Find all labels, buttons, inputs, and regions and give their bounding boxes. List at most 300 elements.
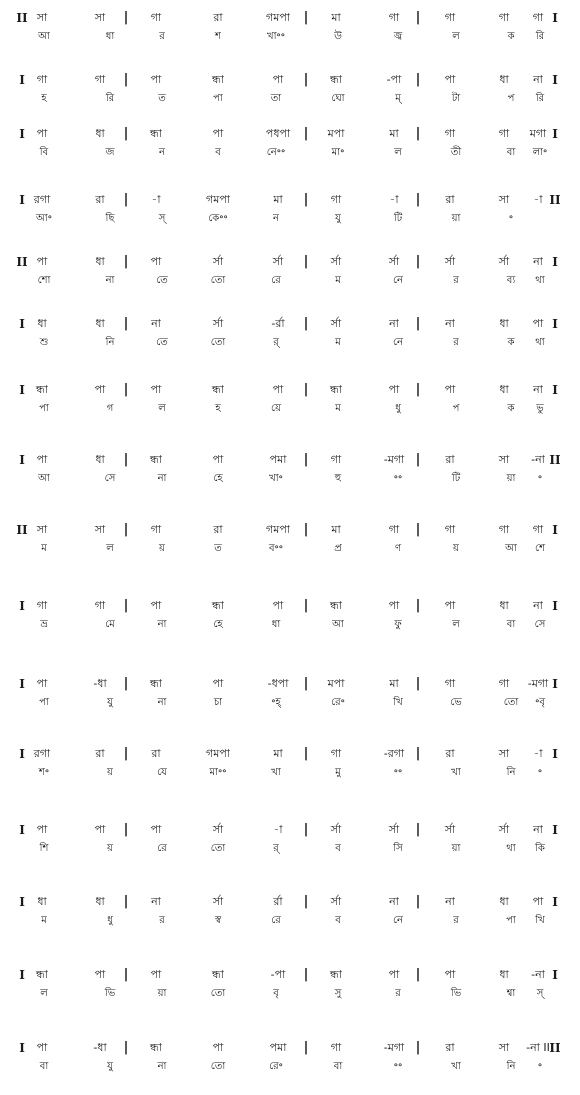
lyric-syllable: নি [105, 337, 115, 348]
section-marker: I [19, 747, 25, 761]
swara-note: মা [273, 193, 283, 206]
lyric-syllable: উ [334, 31, 342, 42]
bar-line: | [415, 10, 421, 25]
swara-note: ন্ধা [36, 383, 48, 396]
section-marker: I [552, 747, 558, 761]
lyric-line [0, 91, 580, 109]
swara-note: ধা [95, 895, 105, 908]
swara-note: -না [531, 453, 545, 466]
swara-note: মা [389, 127, 399, 140]
lyric-syllable: থা [506, 843, 516, 854]
lyric-syllable: র [453, 915, 459, 926]
bar-line: | [303, 382, 309, 397]
swara-note: গা [498, 127, 510, 140]
lyric-syllable: পা [506, 915, 516, 926]
section-marker: I [19, 677, 25, 691]
lyric-syllable: ল [158, 403, 166, 414]
lyric-syllable: ॰ [537, 1061, 543, 1072]
lyric-syllable: জ্ব [393, 31, 403, 42]
lyric-syllable: হু [334, 473, 342, 484]
lyric-syllable: যু [107, 697, 113, 708]
bar-line: | [415, 894, 421, 909]
bar-line: | [123, 254, 129, 269]
lyric-syllable: র [159, 915, 165, 926]
bar-line: | [415, 967, 421, 982]
bar-line: | [415, 126, 421, 141]
lyric-syllable: প [507, 93, 515, 104]
swara-note: পা [150, 255, 162, 268]
lyric-syllable: ম [335, 337, 341, 348]
swara-note: গা [36, 599, 48, 612]
swara-note: না [533, 823, 543, 836]
lyric-syllable: জ [105, 147, 115, 158]
lyric-syllable: নে [392, 275, 404, 286]
swara-note: -পা [270, 968, 286, 981]
section-marker: I [19, 1041, 25, 1055]
lyric-syllable: য়া [451, 843, 461, 854]
section-marker: I [552, 255, 558, 269]
swara-note: গা [94, 599, 106, 612]
lyric-syllable: তা [270, 93, 282, 104]
swara-note: র্সা [330, 895, 342, 908]
lyric-syllable: রি [535, 93, 545, 104]
lyric-syllable: নে [392, 337, 404, 348]
section-marker: I [552, 73, 558, 87]
lyric-syllable: সে [104, 473, 116, 484]
lyric-syllable: নে [392, 915, 404, 926]
lyric-line [0, 541, 580, 559]
bar-line: | [123, 1040, 129, 1055]
lyric-syllable: টা [451, 93, 461, 104]
lyric-syllable: য় [159, 543, 165, 554]
lyric-syllable: ল [40, 988, 48, 999]
lyric-syllable: খি [393, 697, 403, 708]
lyric-syllable: য় [107, 767, 113, 778]
swara-note: র্সা [444, 823, 456, 836]
section-marker: I [19, 968, 25, 982]
notation-system [0, 254, 580, 304]
swara-line [0, 746, 580, 764]
swara-note: সা [498, 453, 510, 466]
swara-note: পমা [269, 1041, 287, 1054]
lyric-line [0, 401, 580, 419]
lyric-syllable: ণ [394, 543, 402, 554]
bar-line: | [303, 316, 309, 331]
section-marker: I [19, 73, 25, 87]
swara-note: রা [213, 523, 223, 536]
swara-note: পা [212, 453, 224, 466]
section-marker: I [19, 383, 25, 397]
swara-note: পা [444, 383, 456, 396]
swara-note: গা [498, 11, 510, 24]
lyric-syllable: ত [214, 543, 222, 554]
bar-line: | [415, 822, 421, 837]
bar-line: | [303, 676, 309, 691]
section-marker: I [19, 895, 25, 909]
swara-note: না [151, 317, 161, 330]
swara-note: ন্ধা [212, 599, 224, 612]
lyric-syllable: ভ্র [40, 619, 48, 630]
lyric-syllable: য়া [157, 988, 167, 999]
bar-line: | [123, 382, 129, 397]
lyric-line [0, 986, 580, 1004]
bar-line: | [415, 382, 421, 397]
bar-line: | [123, 522, 129, 537]
swara-note: সা [94, 11, 106, 24]
swara-note: সা [498, 747, 510, 760]
swara-note: ধা [95, 453, 105, 466]
lyric-syllable: থা [535, 337, 545, 348]
lyric-line [0, 841, 580, 859]
swara-line [0, 967, 580, 985]
swara-note: গা [532, 11, 544, 24]
swara-note: গা [498, 677, 510, 690]
swara-note: র্সা [330, 823, 342, 836]
lyric-syllable: বা [506, 619, 516, 630]
swara-note: র্সা [388, 255, 400, 268]
section-marker: II [549, 1041, 561, 1055]
bar-line: | [123, 598, 129, 613]
swara-note: ধা [499, 383, 509, 396]
notation-system [0, 822, 580, 872]
section-marker: I [552, 599, 558, 613]
swara-note: পা [36, 255, 48, 268]
lyric-syllable: শু [39, 337, 49, 348]
bar-line: | [303, 967, 309, 982]
swara-note: র্রা [273, 895, 283, 908]
swara-note: পা [272, 599, 284, 612]
lyric-syllable: না [157, 619, 167, 630]
lyric-syllable: ব [335, 915, 341, 926]
swara-note: -র্রা [271, 317, 285, 330]
notation-system [0, 598, 580, 648]
lyric-syllable: শি [39, 843, 49, 854]
notation-system [0, 522, 580, 572]
bar-line: | [415, 1040, 421, 1055]
lyric-syllable: তী [450, 147, 462, 158]
swara-note: -মগা [383, 1041, 405, 1054]
lyric-syllable: ॰ [537, 767, 543, 778]
lyric-syllable: ভি [104, 988, 116, 999]
swara-note: ধা [95, 255, 105, 268]
swara-note: না [445, 317, 455, 330]
lyric-syllable: ল [452, 619, 460, 630]
lyric-syllable: ধু [107, 915, 113, 926]
swara-note: মা [331, 523, 341, 536]
lyric-line [0, 695, 580, 713]
swara-line [0, 822, 580, 840]
lyric-syllable: ত [158, 93, 166, 104]
section-marker: I [552, 523, 558, 537]
swara-note: -না [531, 968, 545, 981]
lyric-syllable: নি [506, 1061, 516, 1072]
swara-note: গমপা [266, 523, 290, 536]
swara-note: না [533, 73, 543, 86]
swara-note: ন্ধা [150, 1041, 162, 1054]
swara-note: গা [532, 523, 544, 536]
swara-note: পা [212, 1041, 224, 1054]
lyric-syllable: মা॰ [331, 147, 345, 158]
swara-line [0, 894, 580, 912]
swara-line [0, 10, 580, 28]
swara-note: পা [388, 599, 400, 612]
bar-line: | [415, 72, 421, 87]
swara-note: রা [445, 747, 455, 760]
bar-line: | [303, 192, 309, 207]
notation-system [0, 192, 580, 242]
lyric-syllable: খা [451, 767, 461, 778]
lyric-syllable: পা [213, 93, 223, 104]
lyric-syllable: ব॰॰ [268, 543, 284, 554]
bar-line: | [415, 254, 421, 269]
swara-note: -া [151, 193, 161, 206]
section-marker: I [552, 11, 558, 25]
swara-note: না [389, 317, 399, 330]
swara-note: রা [95, 747, 105, 760]
notation-system [0, 382, 580, 432]
lyric-syllable: ভে [450, 697, 462, 708]
lyric-syllable: নি [506, 767, 516, 778]
lyric-line [0, 211, 580, 229]
swara-note: -া [533, 747, 543, 760]
lyric-syllable: খা॰॰ [267, 31, 285, 42]
swara-note: পা [532, 317, 544, 330]
swara-note: পা [272, 383, 284, 396]
lyric-syllable: র [453, 337, 459, 348]
swara-note: গা [36, 73, 48, 86]
lyric-syllable: চা [213, 697, 223, 708]
lyric-syllable: তো [210, 1061, 226, 1072]
lyric-syllable: প [452, 403, 460, 414]
lyric-syllable: র [453, 275, 459, 286]
swara-note: গা [150, 523, 162, 536]
lyric-syllable: ন [159, 147, 165, 158]
bar-line: | [123, 746, 129, 761]
swara-note: পা [94, 383, 106, 396]
swara-note: পা [150, 823, 162, 836]
lyric-syllable: না [157, 1061, 167, 1072]
section-marker: I [552, 127, 558, 141]
lyric-syllable: বি [39, 147, 49, 158]
swara-note: গা [444, 677, 456, 690]
swara-note: গা [388, 11, 400, 24]
lyric-syllable: সু [334, 988, 342, 999]
swara-line [0, 72, 580, 90]
lyric-syllable: র্ [273, 337, 279, 348]
swara-note: রা [445, 1041, 455, 1054]
swara-note: রগা [33, 747, 51, 760]
bar-line: | [303, 1040, 309, 1055]
swara-note: গা [444, 127, 456, 140]
lyric-syllable: ॰ [508, 213, 514, 224]
lyric-syllable: প্র [334, 543, 342, 554]
swara-note: না [445, 895, 455, 908]
lyric-syllable: ॰ [537, 473, 543, 484]
lyric-syllable: শ॰ [38, 767, 50, 778]
swara-line [0, 1040, 580, 1058]
swara-note: ধা [95, 127, 105, 140]
notation-system [0, 452, 580, 502]
lyric-syllable: টি [451, 473, 461, 484]
swara-line [0, 676, 580, 694]
lyric-syllable: য় [453, 543, 459, 554]
swara-note: ধা [95, 317, 105, 330]
notation-system [0, 316, 580, 366]
lyric-syllable: মু [335, 767, 341, 778]
lyric-syllable: মে [105, 619, 115, 630]
lyric-syllable: ধা [271, 619, 281, 630]
notation-system [0, 1040, 580, 1090]
bar-line: | [303, 522, 309, 537]
lyric-syllable: ॰হ্ [271, 697, 281, 708]
swara-line [0, 316, 580, 334]
section-marker: I [19, 317, 25, 331]
bar-line: | [123, 822, 129, 837]
bar-line: | [123, 894, 129, 909]
bar-line: | [123, 72, 129, 87]
bar-line: | [415, 522, 421, 537]
lyric-syllable: য়ে [271, 403, 281, 414]
swara-note: না [389, 895, 399, 908]
lyric-syllable: ভি [450, 988, 462, 999]
lyric-syllable: বা [39, 1061, 49, 1072]
lyric-syllable: হ [41, 93, 47, 104]
lyric-syllable: যু [107, 1061, 113, 1072]
lyric-syllable: কি [535, 843, 545, 854]
lyric-syllable: টি [393, 213, 403, 224]
lyric-syllable: ক [507, 337, 515, 348]
lyric-syllable: রে॰ [269, 1061, 283, 1072]
swara-note: ন্ধা [150, 127, 162, 140]
lyric-syllable: ল [394, 147, 402, 158]
swara-note: পা [36, 1041, 48, 1054]
section-marker: I [552, 677, 558, 691]
swara-note: ন্ধা [150, 453, 162, 466]
swara-note: রা [445, 453, 455, 466]
swara-line [0, 382, 580, 400]
swara-note: -রগা [383, 747, 405, 760]
swara-note: ন্ধা [36, 968, 48, 981]
bar-line: | [415, 192, 421, 207]
swara-note: না [533, 599, 543, 612]
lyric-syllable: র [159, 31, 165, 42]
swara-note: মগা [529, 127, 547, 140]
swara-note: পা [36, 677, 48, 690]
lyric-syllable: রি [535, 31, 545, 42]
lyric-syllable: ক [507, 31, 515, 42]
swara-note: মা [331, 11, 341, 24]
swara-line [0, 522, 580, 540]
lyric-syllable: ভু [536, 403, 544, 414]
swara-note: র্সা [212, 823, 224, 836]
lyric-syllable: তো [210, 843, 226, 854]
swara-note: গা [444, 11, 456, 24]
swara-note: পা [212, 127, 224, 140]
lyric-syllable: পা [39, 403, 49, 414]
bar-line: | [415, 676, 421, 691]
swara-note: ধা [499, 317, 509, 330]
lyric-line [0, 617, 580, 635]
lyric-syllable: শ [215, 31, 221, 42]
lyric-syllable: র্ [273, 843, 279, 854]
lyric-syllable: তে [156, 337, 168, 348]
lyric-line [0, 29, 580, 47]
lyric-syllable: হে [213, 619, 223, 630]
lyric-syllable: ব [335, 843, 341, 854]
bar-line: | [123, 192, 129, 207]
lyric-syllable: খা॰ [269, 473, 283, 484]
lyric-line [0, 765, 580, 783]
lyric-syllable: তো [210, 275, 226, 286]
swara-note: পা [444, 968, 456, 981]
lyric-syllable: য়া [451, 213, 461, 224]
swara-note: গমপা [266, 11, 290, 24]
swara-note: সা [94, 523, 106, 536]
swara-note: র্সা [330, 317, 342, 330]
notation-system [0, 676, 580, 726]
lyric-syllable: আ [38, 31, 50, 42]
swara-note: ন্ধা [212, 383, 224, 396]
lyric-syllable: ব [215, 147, 221, 158]
swara-note: ন্ধা [330, 383, 342, 396]
swara-note: পা [150, 968, 162, 981]
lyric-syllable: রে॰ [331, 697, 345, 708]
swara-note: পা [94, 968, 106, 981]
swara-note: -না II [526, 1041, 550, 1054]
section-marker: II [549, 453, 561, 467]
section-marker: I [552, 383, 558, 397]
swara-note: র্সা [272, 255, 284, 268]
swara-note: গা [150, 11, 162, 24]
bar-line: | [303, 452, 309, 467]
bar-line: | [303, 10, 309, 25]
swara-note: ধা [37, 317, 47, 330]
section-marker: II [16, 11, 28, 25]
bar-line: | [303, 894, 309, 909]
lyric-syllable: স্ব [214, 915, 222, 926]
lyric-syllable: শে [535, 543, 545, 554]
lyric-syllable: পা [39, 697, 49, 708]
lyric-syllable: স্ [536, 988, 544, 999]
lyric-syllable: তো [210, 337, 226, 348]
lyric-syllable: শো [37, 275, 51, 286]
section-marker: I [19, 599, 25, 613]
swara-note: গা [330, 453, 342, 466]
swara-note: -া [533, 193, 543, 206]
swara-note: পা [36, 127, 48, 140]
swara-note: সা [36, 523, 48, 536]
lyric-syllable: না [157, 697, 167, 708]
lyric-syllable: আ [505, 543, 517, 554]
bar-line: | [303, 746, 309, 761]
lyric-line [0, 273, 580, 291]
section-marker: I [19, 823, 25, 837]
lyric-syllable: ॰বৃ [535, 697, 545, 708]
swara-note: ন্ধা [330, 73, 342, 86]
bar-line: | [415, 598, 421, 613]
bar-line: | [303, 126, 309, 141]
swara-note: ন্ধা [212, 968, 224, 981]
swara-note: ধা [499, 968, 509, 981]
lyric-line [0, 145, 580, 163]
lyric-syllable: য়া [506, 473, 516, 484]
section-marker: I [552, 895, 558, 909]
swara-note: -ধা [93, 1041, 107, 1054]
swara-note: র্সা [330, 255, 342, 268]
swara-note: -মগা [527, 677, 549, 690]
swara-line [0, 192, 580, 210]
swara-note: গা [498, 523, 510, 536]
